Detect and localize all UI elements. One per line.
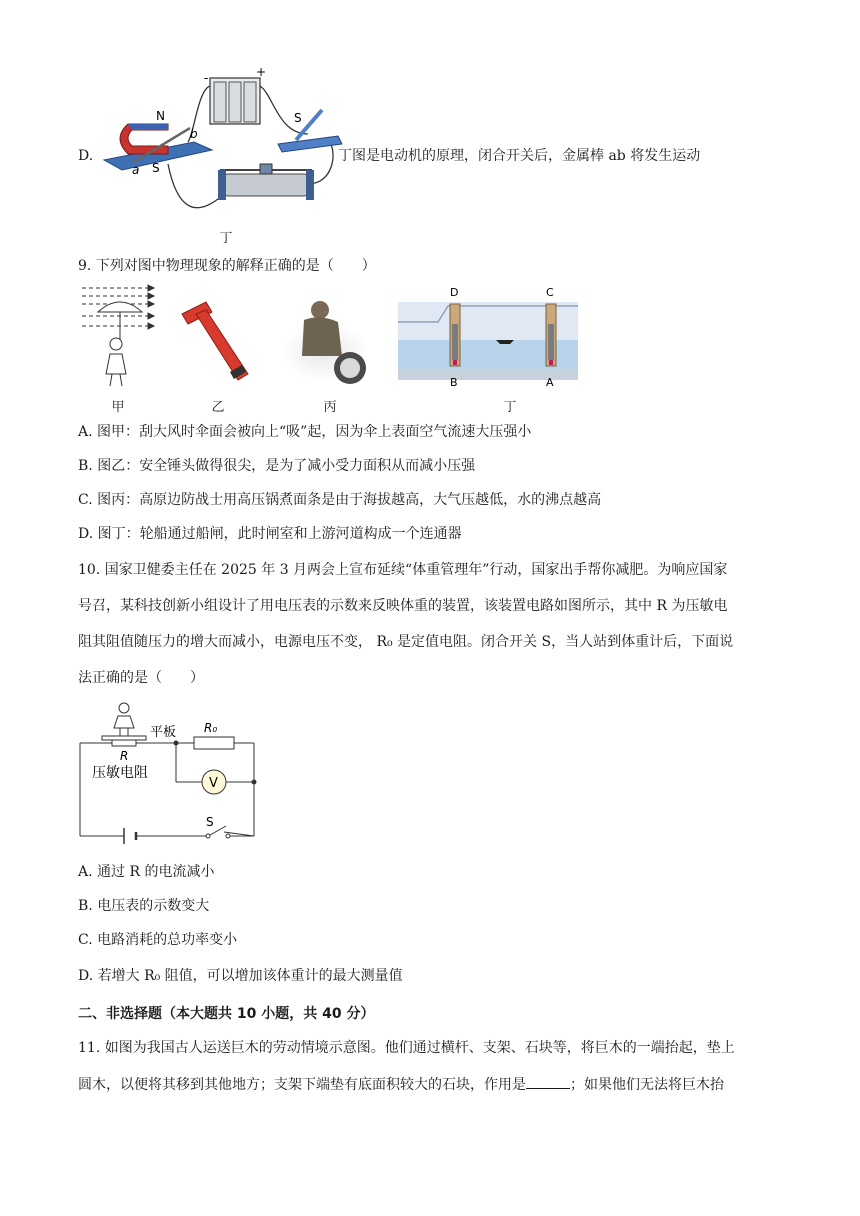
circuit-switch-label: S <box>206 815 214 829</box>
q11-answer-blank[interactable] <box>526 1074 570 1089</box>
circuit-r-label: R <box>120 749 129 763</box>
q9-caption-bing: 丙 <box>323 400 337 415</box>
q10-stem-line-3: 阻其阻值随压力的增大而减小，电源电压不变， R₀ 是定值电阻。闭合开关 S，当人站到体重计后，下面说 <box>78 634 734 650</box>
magnet-s-label: S <box>152 161 160 175</box>
q9-caption-jia: 甲 <box>111 400 125 415</box>
figure-bing-pressure-cooker <box>280 292 380 388</box>
q9-option-a: A. 图甲：刮大风时伞面会被向上“吸”起，因为伞上表面空气流速大压强小 <box>78 424 532 440</box>
lock-label-b: B <box>450 376 458 388</box>
section-2-heading: 二、非选择题（本大题共 10 小题，共 40 分） <box>78 1006 375 1022</box>
q10-option-a: A. 通过 R 的电流减小 <box>78 864 215 880</box>
circuit-plate-label: 平板 <box>150 725 177 740</box>
circuit-voltmeter-label: V <box>209 776 218 791</box>
battery-minus-label: - <box>204 71 209 85</box>
battery-plus-label: + <box>256 65 267 79</box>
q8-option-d-label: D. <box>78 148 94 164</box>
q9-caption-yi: 乙 <box>211 400 225 415</box>
q11-line-1: 11. 如图为我国古人运送巨木的劳动情境示意图。他们通过横杆、支架、石块等，将巨木的一端抬起，垫上 <box>78 1040 735 1056</box>
magnet-n-label: N <box>156 109 165 123</box>
figure-ding-ship-lock <box>398 284 578 388</box>
q10-option-d: D. 若增大 R₀ 阻值，可以增加该体重计的最大测量值 <box>78 968 403 984</box>
q10-stem-line-2: 号召，某科技创新小组设计了用电压表的示数来反映体重的装置，该装置电路如图所示，其中 R 为压敏电 <box>78 598 728 614</box>
q10-option-b: B. 电压表的示数变大 <box>78 898 210 914</box>
figure-jia-umbrella <box>80 282 158 390</box>
q8-option-d-text: 丁图是电动机的原理，闭合开关后，金属棒 ab 将发生运动 <box>338 148 701 164</box>
lock-label-d: D <box>450 286 459 299</box>
figure-yi-safety-hammer <box>176 296 256 386</box>
q10-option-c: C. 电路消耗的总功率变小 <box>78 932 238 948</box>
q9-stem: 9. 下列对图中物理现象的解释正确的是（ ） <box>78 258 376 274</box>
weight-scale-circuit <box>78 700 268 844</box>
rod-a-label: a <box>132 163 140 177</box>
lock-label-a: A <box>546 376 554 388</box>
q10-stem-line-4: 法正确的是（ ） <box>78 670 204 686</box>
lock-label-c: C <box>546 286 554 299</box>
circuit-r0-label: R₀ <box>204 721 218 735</box>
switch-s-label: S <box>294 111 302 125</box>
rod-b-label: b <box>190 127 198 141</box>
q9-caption-ding: 丁 <box>503 400 517 415</box>
circuit-sensor-label: 压敏电阻 <box>92 765 148 781</box>
q8-caption-ding: 丁 <box>219 231 233 246</box>
q9-option-d: D. 图丁：轮船通过船闸，此时闸室和上游河道构成一个连通器 <box>78 526 462 542</box>
q11-line-2 <box>78 1074 724 1095</box>
q11-line-2-part-a: 圆木，以便将其移到其他地方；支架下端垫有底面积较大的石块，作用是 <box>78 1077 526 1093</box>
q9-option-c: C. 图丙：高原边防战士用高压锅煮面条是由于海拔越高，大气压越低，水的沸点越高 <box>78 492 602 508</box>
motor-principle-figure <box>98 64 343 244</box>
q10-stem-line-1: 10. 国家卫健委主任在 2025 年 3 月两会上宣布延续“体重管理年”行动，国家出手帮你减肥。为响应国家 <box>78 562 728 578</box>
q11-line-2-part-b: ；如果他们无法将巨木抬 <box>570 1077 724 1093</box>
q9-option-b: B. 图乙：安全锤头做得很尖，是为了减小受力面积从而减小压强 <box>78 458 476 474</box>
